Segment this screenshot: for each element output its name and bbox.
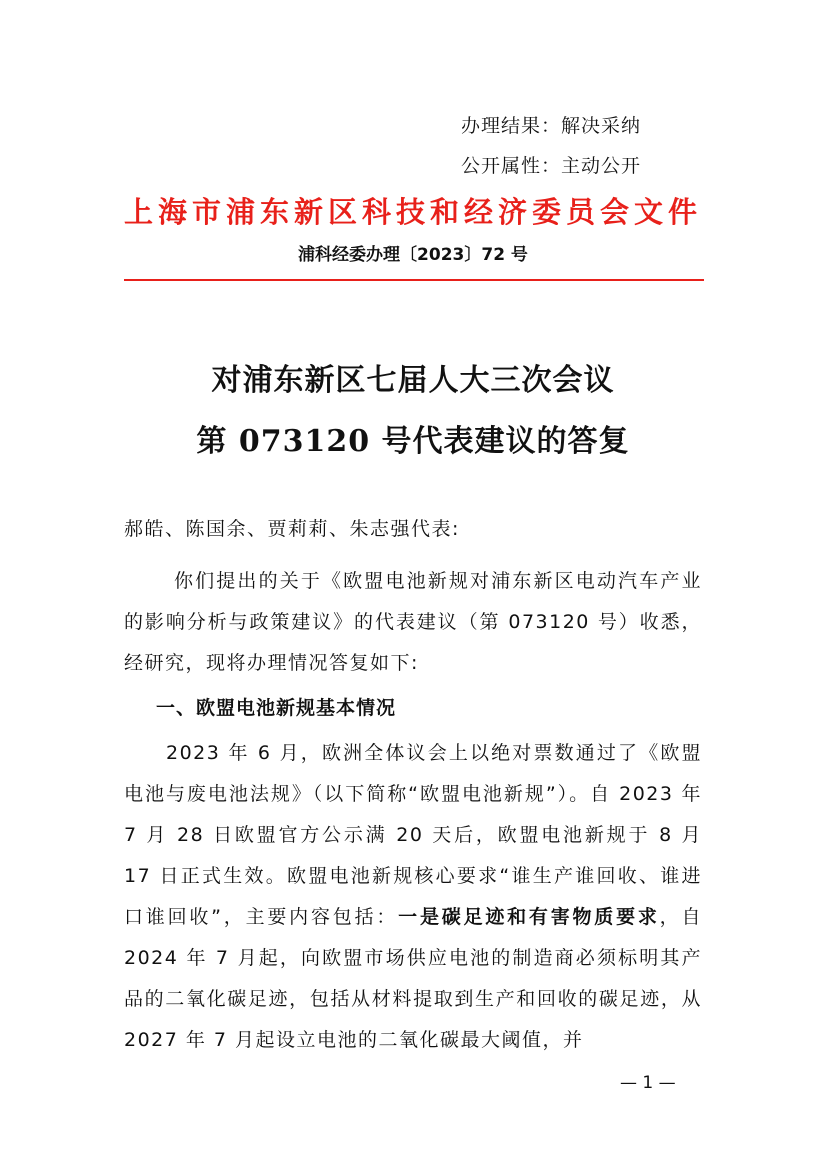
emphasis-text: 一是碳足迹和有害物质要求 <box>398 906 660 928</box>
handling-result: 办理结果：解决采纳 <box>461 115 642 137</box>
paragraph-tail-text: ，自 2024 年 7 月起，向欧盟市场供应电池的制造商必须标明其产品的二氧化碳足迹，包括从材料提取到生产和回收的碳足迹，从 2027 年 7 月起设立电池的二氧化碳最大阈值，并 <box>124 906 702 1051</box>
issuer-title: 上海市浦东新区科技和经济委员会文件 <box>123 195 702 229</box>
document-title-line-1: 对浦东新区七届人大三次会议 <box>211 363 615 398</box>
red-divider <box>124 279 704 281</box>
paragraph-lead-text: 2023 年 6 月，欧洲全体议会上以绝对票数通过了《欧盟电池与废电池法规》（以下简称“欧盟电池新规”）。自 2023 年 7 月 28 日欧盟官方公示满 20 天后，欧盟电池新规于 8 月 17 日正式生效。欧盟电池新规核心要求“谁生产谁回收、谁进口谁回收”，主要内容包括： <box>124 742 702 928</box>
paragraph-eu-battery <box>124 733 702 1061</box>
disclosure-attribute: 公开属性：主动公开 <box>461 155 642 177</box>
section-heading-1: 一、欧盟电池新规基本情况 <box>156 697 397 719</box>
salutation: 郝皓、陈国余、贾莉莉、朱志强代表: <box>124 518 460 540</box>
document-title-line-2: 第 073120 号代表建议的答复 <box>196 424 630 459</box>
page-number: — 1 — <box>620 1073 676 1093</box>
document-number: 浦科经委办理〔2023〕72 号 <box>298 245 528 265</box>
paragraph-intro: 你们提出的关于《欧盟电池新规对浦东新区电动汽车产业的影响分析与政策建议》的代表建议（第 073120 号）收悉，经研究，现将办理情况答复如下: <box>124 570 702 674</box>
